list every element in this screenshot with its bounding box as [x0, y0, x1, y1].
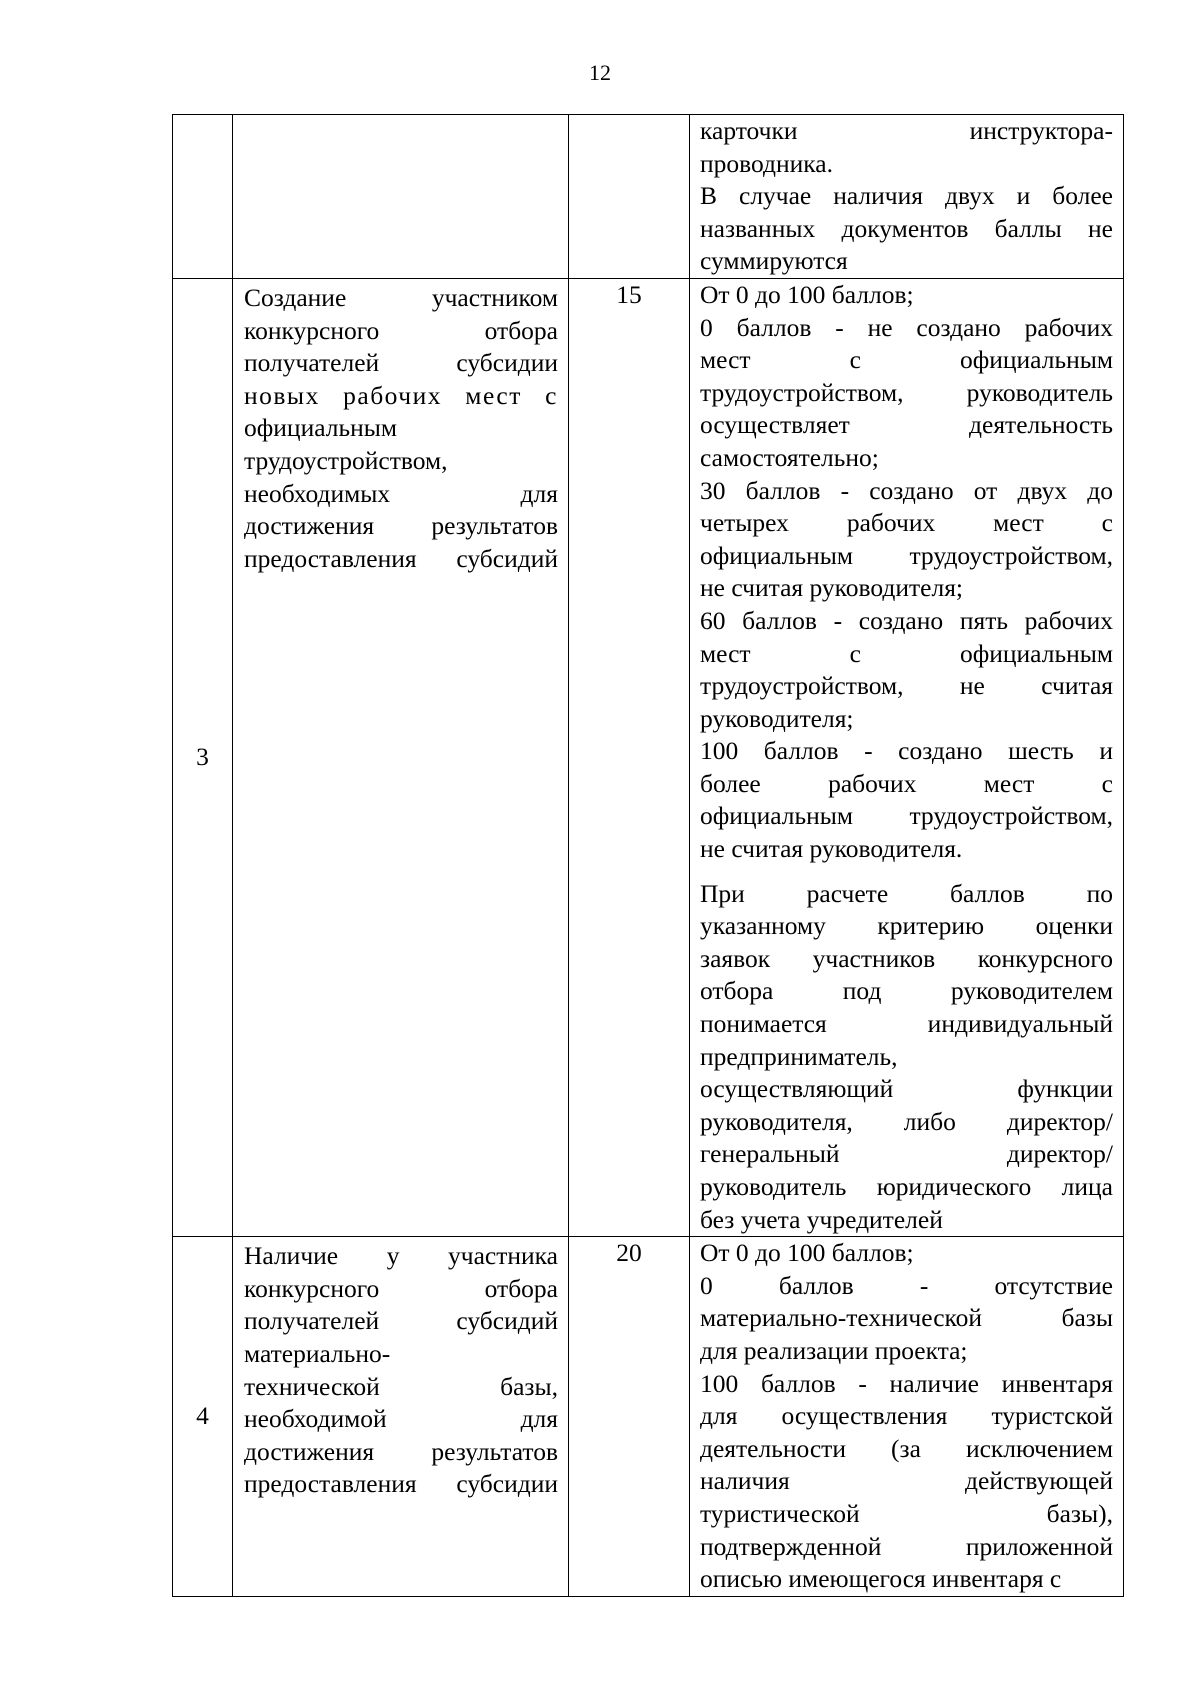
criterion-name-line: официальным [244, 413, 398, 443]
scoring-paragraph [700, 735, 1113, 865]
criterion-name-line: новых рабочих мест с [244, 380, 558, 410]
scoring-line: деятельности (за исключением [700, 1433, 1113, 1463]
scoring-line: руководитель юридического лица [700, 1172, 1113, 1201]
scoring-line: 0 баллов - не создано рабочих [700, 312, 1113, 342]
scoring-line: карточки инструктора- [700, 116, 1113, 145]
scoring-description-cell [690, 115, 1124, 279]
scoring-line: наличия действующей [700, 1466, 1113, 1496]
scoring-line: суммируются [700, 246, 848, 276]
criterion-name-line: достижения результатов [244, 511, 558, 541]
scoring-line: без учета учредителей [700, 1204, 943, 1234]
scoring-line: подтвержденной приложенной [700, 1531, 1113, 1561]
page-number: 12 [589, 60, 611, 85]
criterion-name-line: получателей субсидии [244, 348, 558, 378]
criterion-name-cell [233, 1237, 569, 1597]
criterion-name-line: конкурсного отбора [244, 1273, 558, 1303]
scoring-paragraph [700, 1368, 1113, 1596]
row-number-cell: 4 [173, 1237, 233, 1597]
scoring-line: более рабочих мест с [700, 768, 1113, 798]
scoring-line: туристической базы), [700, 1498, 1113, 1528]
scoring-line: названных документов баллы не [700, 213, 1113, 243]
scoring-paragraph [700, 279, 1113, 312]
scoring-line: мест с официальным [700, 638, 1113, 668]
scoring-line: руководителя, либо директор/ [700, 1106, 1113, 1136]
scoring-paragraph [700, 1270, 1113, 1368]
scoring-paragraph [700, 180, 1113, 278]
scoring-paragraph [700, 1237, 1113, 1270]
criteria-row [173, 115, 1124, 279]
criteria-row [173, 1237, 1124, 1597]
scoring-line: проводника. [700, 148, 833, 178]
scoring-line: понимается индивидуальный [700, 1009, 1113, 1039]
scoring-line: не считая руководителя. [700, 834, 963, 864]
scoring-line: 30 баллов - создано от двух до [700, 475, 1113, 505]
scoring-line: мест с официальным [700, 345, 1113, 375]
scoring-description-cell [690, 278, 1124, 1236]
scoring-line: самостоятельно; [700, 442, 879, 472]
scoring-line: официальным трудоустройством, [700, 540, 1113, 570]
scoring-line: указанному критерию оценки [700, 911, 1113, 941]
scoring-line: для осуществления туристской [700, 1401, 1113, 1431]
criterion-name-line: предоставления субсидии [244, 1469, 558, 1499]
scoring-line: официальным трудоустройством, [700, 801, 1113, 831]
criterion-name-line: трудоустройством, [244, 445, 448, 475]
criteria-table [172, 114, 1124, 1597]
scoring-line: не считая руководителя; [700, 573, 964, 603]
scoring-line: трудоустройством, не считая [700, 671, 1113, 701]
scoring-line: 100 баллов - создано шесть и [700, 736, 1113, 766]
scoring-line: трудоустройством, руководитель [700, 377, 1113, 407]
scoring-line: От 0 до 100 баллов; [700, 279, 914, 309]
scoring-line: осуществляет деятельность [700, 410, 1113, 440]
weight-cell: 15 [569, 278, 690, 1236]
scoring-line: генеральный директор/ [700, 1139, 1113, 1169]
scoring-line: отбора под руководителем [700, 976, 1113, 1006]
scoring-line: От 0 до 100 баллов; [700, 1238, 914, 1268]
criterion-name-line: необходимых для [244, 478, 558, 508]
scoring-line: 100 баллов - наличие инвентаря [700, 1368, 1113, 1398]
scoring-line: 60 баллов - создано пять рабочих [700, 605, 1113, 635]
scoring-paragraph [700, 312, 1113, 475]
criterion-name-line: Создание участником [244, 282, 558, 312]
criterion-name-cell [233, 115, 569, 279]
scoring-line: При расчете баллов по [700, 878, 1113, 908]
scoring-line: В случае наличия двух и более [700, 181, 1113, 211]
scoring-description-cell [690, 1237, 1124, 1597]
row-number-cell [173, 115, 233, 279]
scoring-paragraph [700, 115, 1113, 180]
scoring-line: руководителя; [700, 703, 854, 733]
scoring-line: для реализации проекта; [700, 1335, 968, 1365]
criterion-name-cell [233, 278, 569, 1236]
criteria-row [173, 278, 1124, 1236]
scoring-line: предприниматель, [700, 1041, 898, 1071]
criterion-name-line: конкурсного отбора [244, 315, 558, 345]
scoring-line: 0 баллов - отсутствие [700, 1270, 1113, 1300]
criterion-name-line: достижения результатов [244, 1436, 558, 1466]
criterion-name-line: материально- [244, 1338, 391, 1368]
scoring-line: заявок участников конкурсного [700, 943, 1113, 973]
scoring-line: четырех рабочих мест с [700, 508, 1113, 538]
scoring-line: осуществляющий функции [700, 1074, 1113, 1104]
scoring-paragraph [700, 475, 1113, 605]
scoring-paragraph [700, 605, 1113, 735]
criterion-name-line: технической базы, [244, 1371, 558, 1401]
row-number-cell: 3 [173, 278, 233, 1236]
scoring-line: материально-технической базы [700, 1303, 1113, 1333]
weight-cell: 20 [569, 1237, 690, 1597]
criterion-name-line: Наличие у участника [244, 1241, 558, 1271]
criterion-name-line: получателей субсидий [244, 1306, 558, 1336]
scoring-paragraph [700, 878, 1113, 1237]
criterion-name-line: необходимой для [244, 1404, 558, 1434]
criterion-name-line: предоставления субсидий [244, 543, 558, 573]
weight-cell [569, 115, 690, 279]
scoring-line: описью имеющегося инвентаря с [700, 1564, 1062, 1594]
